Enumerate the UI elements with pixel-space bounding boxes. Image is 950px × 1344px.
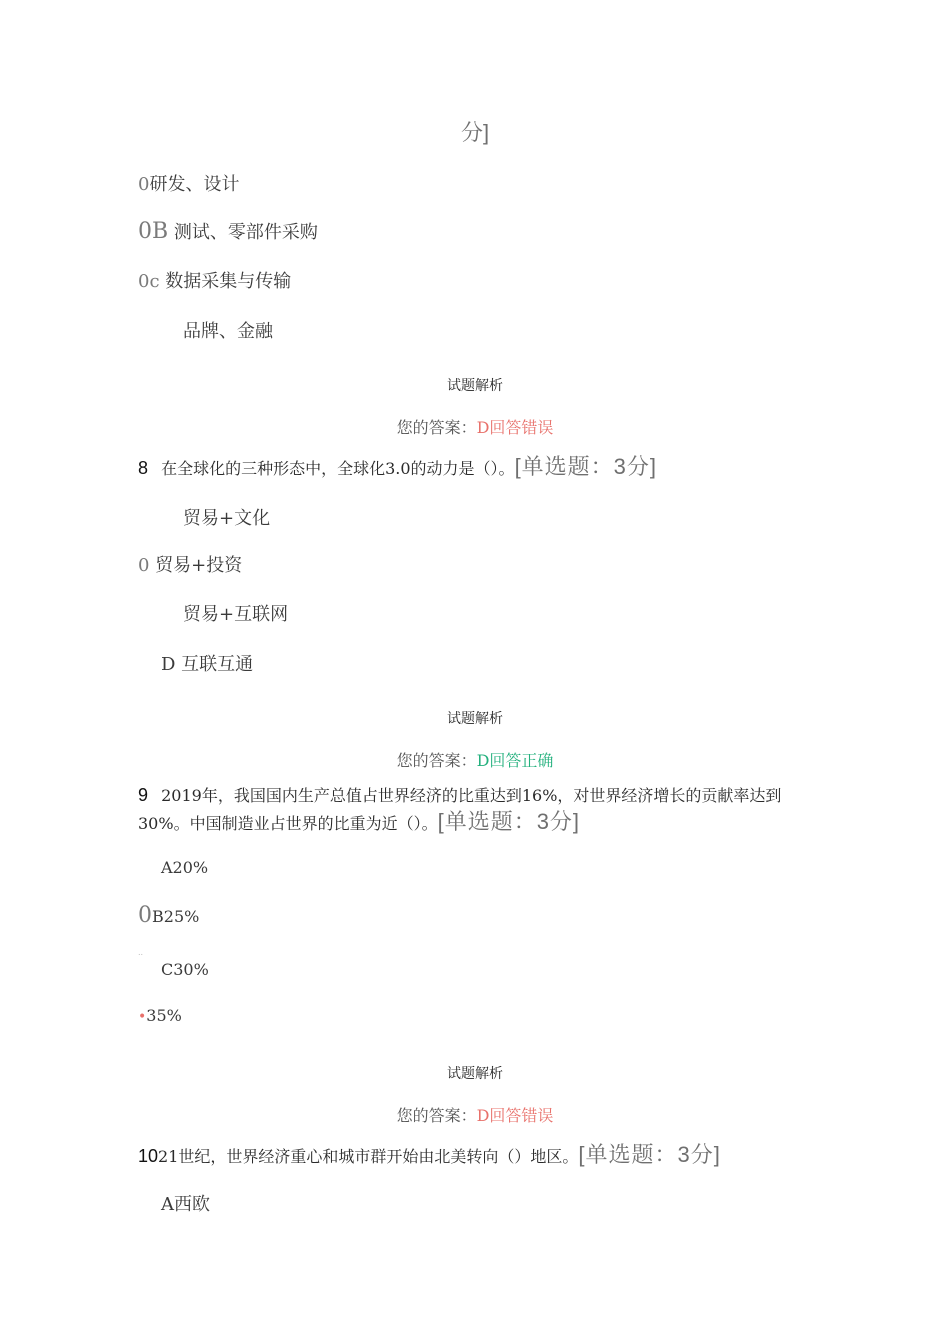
your-answer xyxy=(0,748,950,771)
option-text: 35% xyxy=(146,1006,182,1025)
analysis-title[interactable]: 试题解析 xyxy=(447,711,503,727)
your-answer xyxy=(0,415,950,438)
analysis-title[interactable]: 试题解析 xyxy=(447,378,503,394)
option-a[interactable] xyxy=(161,858,208,877)
question-type-tag: [单选题：3分] xyxy=(578,1142,721,1167)
answer-prefix: 您的答案： xyxy=(396,418,477,437)
option-d[interactable] xyxy=(161,650,253,676)
option-text: 贸易+文化 xyxy=(183,508,271,529)
radio-marker: 0B xyxy=(138,219,169,244)
answer-prefix: 您的答案： xyxy=(396,751,477,770)
question-number: 10 xyxy=(138,1146,159,1166)
option-d[interactable] xyxy=(183,317,273,343)
radio-marker: 0c xyxy=(138,271,160,292)
previous-question-tag-fragment: 分] xyxy=(460,120,490,145)
option-text: 贸易+投资 xyxy=(155,555,243,576)
answer-result-correct: D回答正确 xyxy=(476,751,554,770)
question-text-line-2: 30%。中国制造业占世界的比重为近（）。 xyxy=(138,814,438,833)
option-c[interactable] xyxy=(161,960,209,979)
answer-prefix: 您的答案： xyxy=(396,1106,477,1125)
question-type-tag: [单选题：3分] xyxy=(514,454,658,479)
question-9 xyxy=(138,783,781,806)
option-b[interactable] xyxy=(138,903,199,928)
question-10 xyxy=(138,1138,721,1169)
option-text: 品牌、金融 xyxy=(183,321,273,342)
option-c[interactable] xyxy=(183,600,288,626)
question-type-tag: [单选题：3分] xyxy=(437,809,581,834)
option-a[interactable] xyxy=(183,504,270,530)
your-answer xyxy=(0,1103,950,1126)
analysis-title[interactable]: 试题解析 xyxy=(447,1066,503,1082)
option-text: A20% xyxy=(161,858,209,877)
radio-marker: 0 xyxy=(138,555,150,576)
option-b[interactable] xyxy=(138,551,242,577)
option-text: A西欧 xyxy=(161,1194,210,1215)
selected-bullet-icon: • xyxy=(138,1009,147,1025)
option-text: 贸易+互联网 xyxy=(183,604,289,625)
option-text: 研发、设计 xyxy=(149,174,240,195)
option-a[interactable] xyxy=(161,1190,210,1216)
option-text: 数据采集与传输 xyxy=(165,271,292,292)
option-text: 测试、零部件采购 xyxy=(173,222,318,243)
answer-result-wrong: D回答错误 xyxy=(476,418,554,437)
stray-mark: .. xyxy=(138,948,144,957)
question-text-line-1: 2019年，我国国内生产总值占世界经济的比重达到16%，对世界经济增长的贡献率达到 xyxy=(161,786,782,805)
option-text: C30% xyxy=(161,960,209,979)
option-text: B25% xyxy=(152,907,200,926)
question-number: 8 xyxy=(138,458,149,478)
question-text: 在全球化的三种形态中，全球化3.0的动力是（）。 xyxy=(161,459,515,478)
option-b[interactable] xyxy=(138,218,318,244)
option-c[interactable] xyxy=(138,267,291,293)
option-d[interactable] xyxy=(138,1006,182,1025)
option-text: 互联互通 xyxy=(181,654,254,675)
question-8 xyxy=(138,450,657,481)
option-marker: D xyxy=(161,654,176,675)
question-number: 9 xyxy=(138,785,149,805)
option-a[interactable] xyxy=(138,170,239,196)
radio-marker: 0 xyxy=(138,174,150,195)
question-9-line-2 xyxy=(138,805,580,836)
answer-result-wrong: D回答错误 xyxy=(476,1106,554,1125)
radio-marker: 0 xyxy=(138,903,152,928)
question-text: 21世纪，世界经济重心和城市群开始由北美转向（）地区。 xyxy=(158,1147,579,1166)
